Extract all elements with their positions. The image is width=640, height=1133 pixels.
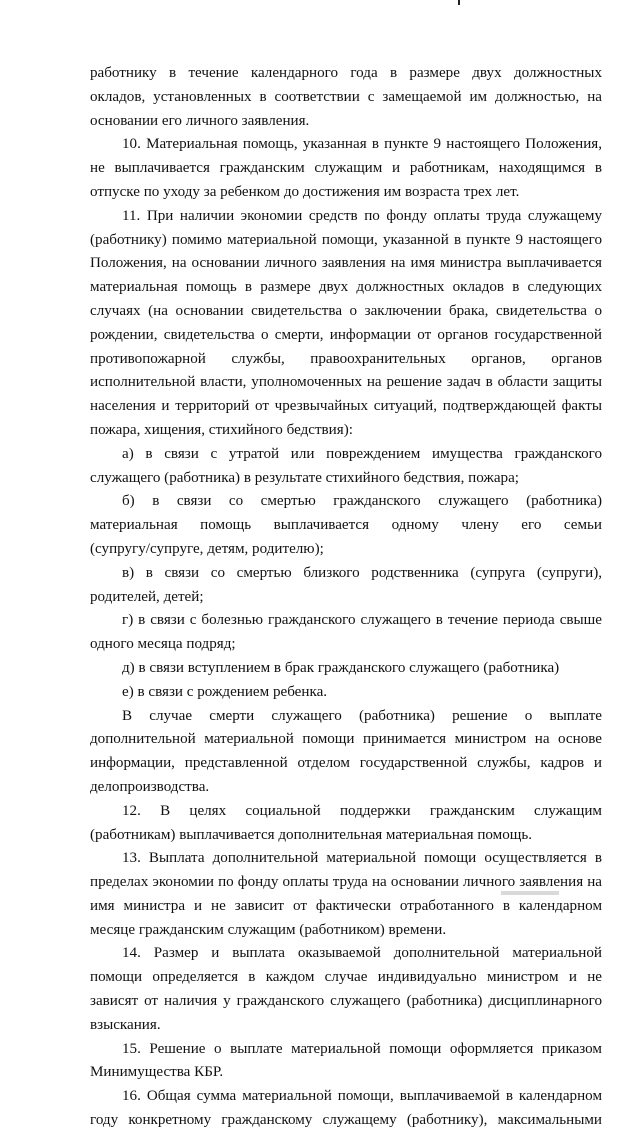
text-line: окладов, установленных в соответствии с замещаемой им должностью, на [90, 88, 602, 105]
text-line: 14. Размер и выплата оказываемой дополнительной материальной [122, 945, 602, 962]
text-line: году конкретному гражданскому служащему (работнику), максимальными [90, 1112, 602, 1129]
text-line: делопроизводства. [90, 778, 210, 795]
text-line: информации, представленной отделом государственной службы, кадров и [90, 755, 602, 772]
text-line: 12. В целях социальной поддержки гражданским служащим [122, 802, 602, 819]
text-line: материальная помощь выплачивается одному члену его семьи [90, 517, 602, 534]
scan-mark-top [458, 0, 460, 5]
scan-mark-bottom [501, 891, 559, 895]
text-line: е) в связи с рождением ребенка. [122, 683, 328, 700]
text-line: 16. Общая сумма материальной помощи, выплачиваемой в календарном [122, 1088, 602, 1105]
text-line: противопожарной службы, правоохранительных органов, органов [90, 350, 602, 367]
text-line: населения и территорий от чрезвычайных ситуаций, подтверждающей факты [90, 398, 602, 415]
text-line: материальная помощь в размере двух должностных окладов в следующих [90, 279, 602, 296]
text-line: В случае смерти служащего (работника) решение о выплате [122, 707, 602, 724]
document-body [90, 62, 602, 1133]
text-line: пределах экономии по фонду оплаты труда на основании личного заявления на [90, 874, 602, 891]
text-line: взыскания. [90, 1016, 161, 1033]
text-line: не выплачивается гражданским служащим и работникам, находящимся в [90, 160, 602, 177]
text-line: работнику в течение календарного года в размере двух должностных [90, 65, 602, 81]
text-line: б) в связи со смертью гражданского служащего (работника) [122, 493, 602, 510]
text-line: 11. При наличии экономии средств по фонду оплаты труда служащему [122, 207, 602, 224]
text-line: дополнительной материальной помощи принимается министром на основе [90, 731, 602, 748]
text-line: случаях (на основании свидетельства о заключении брака, свидетельства о [90, 302, 602, 319]
text-line: (работникам) выплачивается дополнительная материальная помощь. [90, 826, 533, 843]
text-line: 13. Выплата дополнительной материальной помощи осуществляется в [122, 850, 602, 867]
text-line: 15. Решение о выплате материальной помощи оформляется приказом [122, 1040, 602, 1057]
text-line: д) в связи вступлением в брак гражданского служащего (работника) [122, 659, 560, 676]
text-line: Положения, на основании личного заявления на имя министра выплачивается [90, 255, 602, 272]
text-line: Минимущества КБР. [90, 1064, 224, 1081]
text-line: родителей, детей; [90, 588, 204, 605]
text-line: (работнику) помимо материальной помощи, указанной в пункте 9 настоящего [90, 231, 602, 248]
text-line: в) в связи со смертью близкого родственника (супруга (супруги), [122, 564, 602, 581]
text-line: имя министра и не зависит от фактически отработанного в календарном [90, 897, 602, 914]
text-line: одного месяца подряд; [90, 636, 236, 653]
text-line: отпуске по уходу за ребенком до достижения им возраста трех лет. [90, 183, 520, 200]
text-line: помощи определяется в каждом случае индивидуально министром и не [90, 969, 602, 986]
text-line: служащего (работника) в результате стихийного бедствия, пожара; [90, 469, 519, 486]
text-line: а) в связи с утратой или повреждением имущества гражданского [122, 445, 602, 462]
text-line: исполнительной власти, уполномоченных на решение задач в области защиты [90, 374, 602, 391]
text-line: 10. Материальная помощь, указанная в пункте 9 настоящего Положения, [122, 136, 602, 153]
text-line: рождении, свидетельства о смерти, информации от органов государственной [90, 326, 602, 343]
text-line: пожара, хищения, стихийного бедствия): [90, 421, 353, 438]
text-line: г) в связи с болезнью гражданского служащего в течение периода свыше [122, 612, 602, 629]
text-line: основании его личного заявления. [90, 112, 310, 129]
text-line: месяце гражданским служащим (работником) времени. [90, 921, 447, 938]
text-line: зависят от наличия у гражданского служащего (работника) дисциплинарного [90, 993, 602, 1010]
text-line: (супругу/супруге, детям, родителю); [90, 540, 324, 557]
